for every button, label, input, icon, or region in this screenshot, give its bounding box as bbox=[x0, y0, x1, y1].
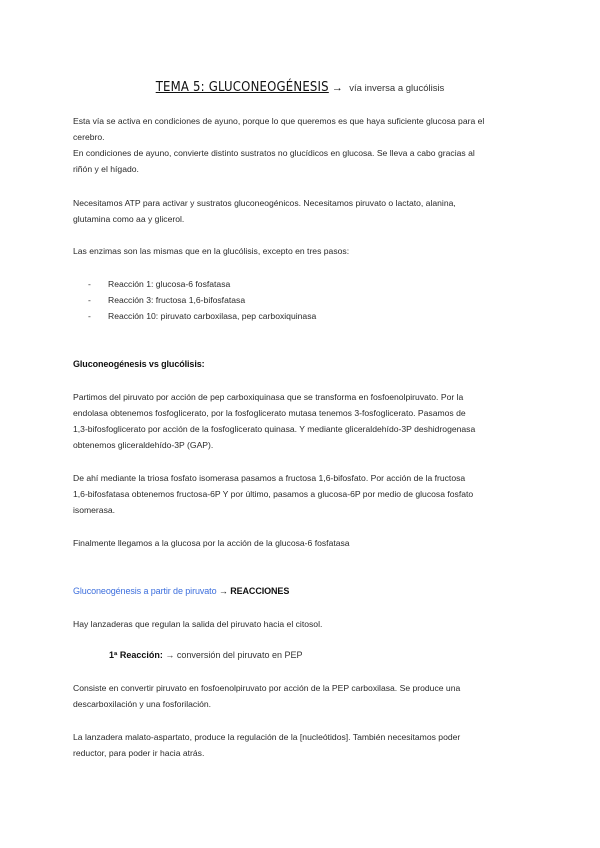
text-line: riñón y el hígado. bbox=[73, 164, 139, 174]
text-line: Esta vía se activa en condiciones de ayuno, porque lo que queremos es que haya suficiente glucosa para el bbox=[73, 116, 485, 126]
reaction-subheading bbox=[109, 650, 302, 660]
text-line: descarboxilación y una fosforilación. bbox=[73, 699, 212, 709]
text-line: Consiste en convertir piruvato en fosfoenolpiruvato por acción de la PEP carboxilasa. Se produce una bbox=[73, 683, 461, 693]
text-line: Necesitamos ATP para activar y sustratos gluconeogénicos. Necesitamos piruvato o lactato, alanina, bbox=[73, 198, 456, 208]
section-heading-vs: Gluconeogénesis vs glucólisis: bbox=[73, 359, 205, 369]
heading-blue-text: Gluconeogénesis a partir de piruvato bbox=[73, 586, 217, 596]
section-heading-reactions bbox=[73, 586, 289, 596]
intro-paragraph bbox=[73, 113, 527, 177]
title-line bbox=[0, 78, 600, 96]
list-item-text: Reacción 10: piruvato carboxilasa, pep carboxiquinasa bbox=[108, 311, 317, 321]
substrates-paragraph bbox=[73, 195, 527, 227]
text-line: glutamina como aa y glicerol. bbox=[73, 214, 185, 224]
pathway-paragraph bbox=[73, 389, 527, 453]
heading-arrow: → bbox=[218, 586, 228, 596]
list-dash: - bbox=[88, 279, 91, 289]
text-line: cerebro. bbox=[73, 132, 105, 142]
text-line: 1,3-bifosfoglicerato por acción de la fosfoglicerato quinasa. Y mediante gliceraldehído-3P deshidrogenasa bbox=[73, 424, 476, 434]
list-dash: - bbox=[88, 311, 91, 321]
text-line: Partimos del piruvato por acción de pep carboxiquinasa que se transforma en fosfoenolpiruvato. Por la bbox=[73, 392, 464, 402]
shuttles-paragraph: Hay lanzaderas que regulan la salida del piruvato hacia el citosol. bbox=[73, 619, 323, 629]
text-line: endolasa obtenemos fosfoglicerato, por la fosfoglicerato mutasa tenemos 3-fosfoglicerato. Pasamos de bbox=[73, 408, 466, 418]
shuttle-regulation-paragraph bbox=[73, 729, 527, 761]
title-arrow: → bbox=[331, 82, 343, 94]
final-paragraph: Finalmente llegamos a la glucosa por la acción de la glucosa-6 fosfatasa bbox=[73, 538, 350, 548]
text-line: 1,6-bifosfatasa obtenemos fructosa-6P Y por último, pasamos a glucosa-6P por medio de glucosa fosfato bbox=[73, 489, 474, 499]
text-line: obtenemos gliceraldehído-3P (GAP). bbox=[73, 440, 214, 450]
list-item bbox=[88, 292, 316, 308]
list-dash: - bbox=[88, 295, 91, 305]
list-item-text: Reacción 1: glucosa-6 fosfatasa bbox=[108, 279, 231, 289]
page-title: TEMA 5: GLUCONEOGÉNESIS bbox=[155, 80, 329, 95]
list-item-text: Reacción 3: fructosa 1,6-bifosfatasa bbox=[108, 295, 246, 305]
enzymes-paragraph: Las enzimas son las mismas que en la glucólisis, excepto en tres pasos: bbox=[73, 246, 350, 256]
list-item bbox=[88, 276, 316, 292]
text-line: La lanzadera malato-aspartato, produce la regulación de la [nucleótidos]. También necesitamos poder bbox=[73, 732, 461, 742]
text-line: De ahí mediante la triosa fosfato isomerasa pasamos a fructosa 1,6-bifosfato. Por acción de la fructosa bbox=[73, 473, 466, 483]
text-line: En condiciones de ayuno, convierte distinto sustratos no glucídicos en glucosa. Se lleva a cabo gracias al bbox=[73, 148, 475, 158]
list-item bbox=[88, 308, 316, 324]
page-subtitle: vía inversa a glucólisis bbox=[349, 83, 445, 94]
reaction-list bbox=[88, 276, 316, 324]
reaction-label: 1ª Reacción: bbox=[109, 650, 163, 660]
heading-rest: REACCIONES bbox=[230, 586, 290, 596]
reaction-arrow: → bbox=[165, 650, 175, 660]
text-line: isomerasa. bbox=[73, 505, 116, 515]
text-line: reductor, para poder ir hacia atrás. bbox=[73, 748, 205, 758]
reaction-text: conversión del piruvato en PEP bbox=[176, 650, 303, 660]
fructose-paragraph bbox=[73, 470, 527, 518]
reaction-paragraph bbox=[73, 680, 527, 712]
